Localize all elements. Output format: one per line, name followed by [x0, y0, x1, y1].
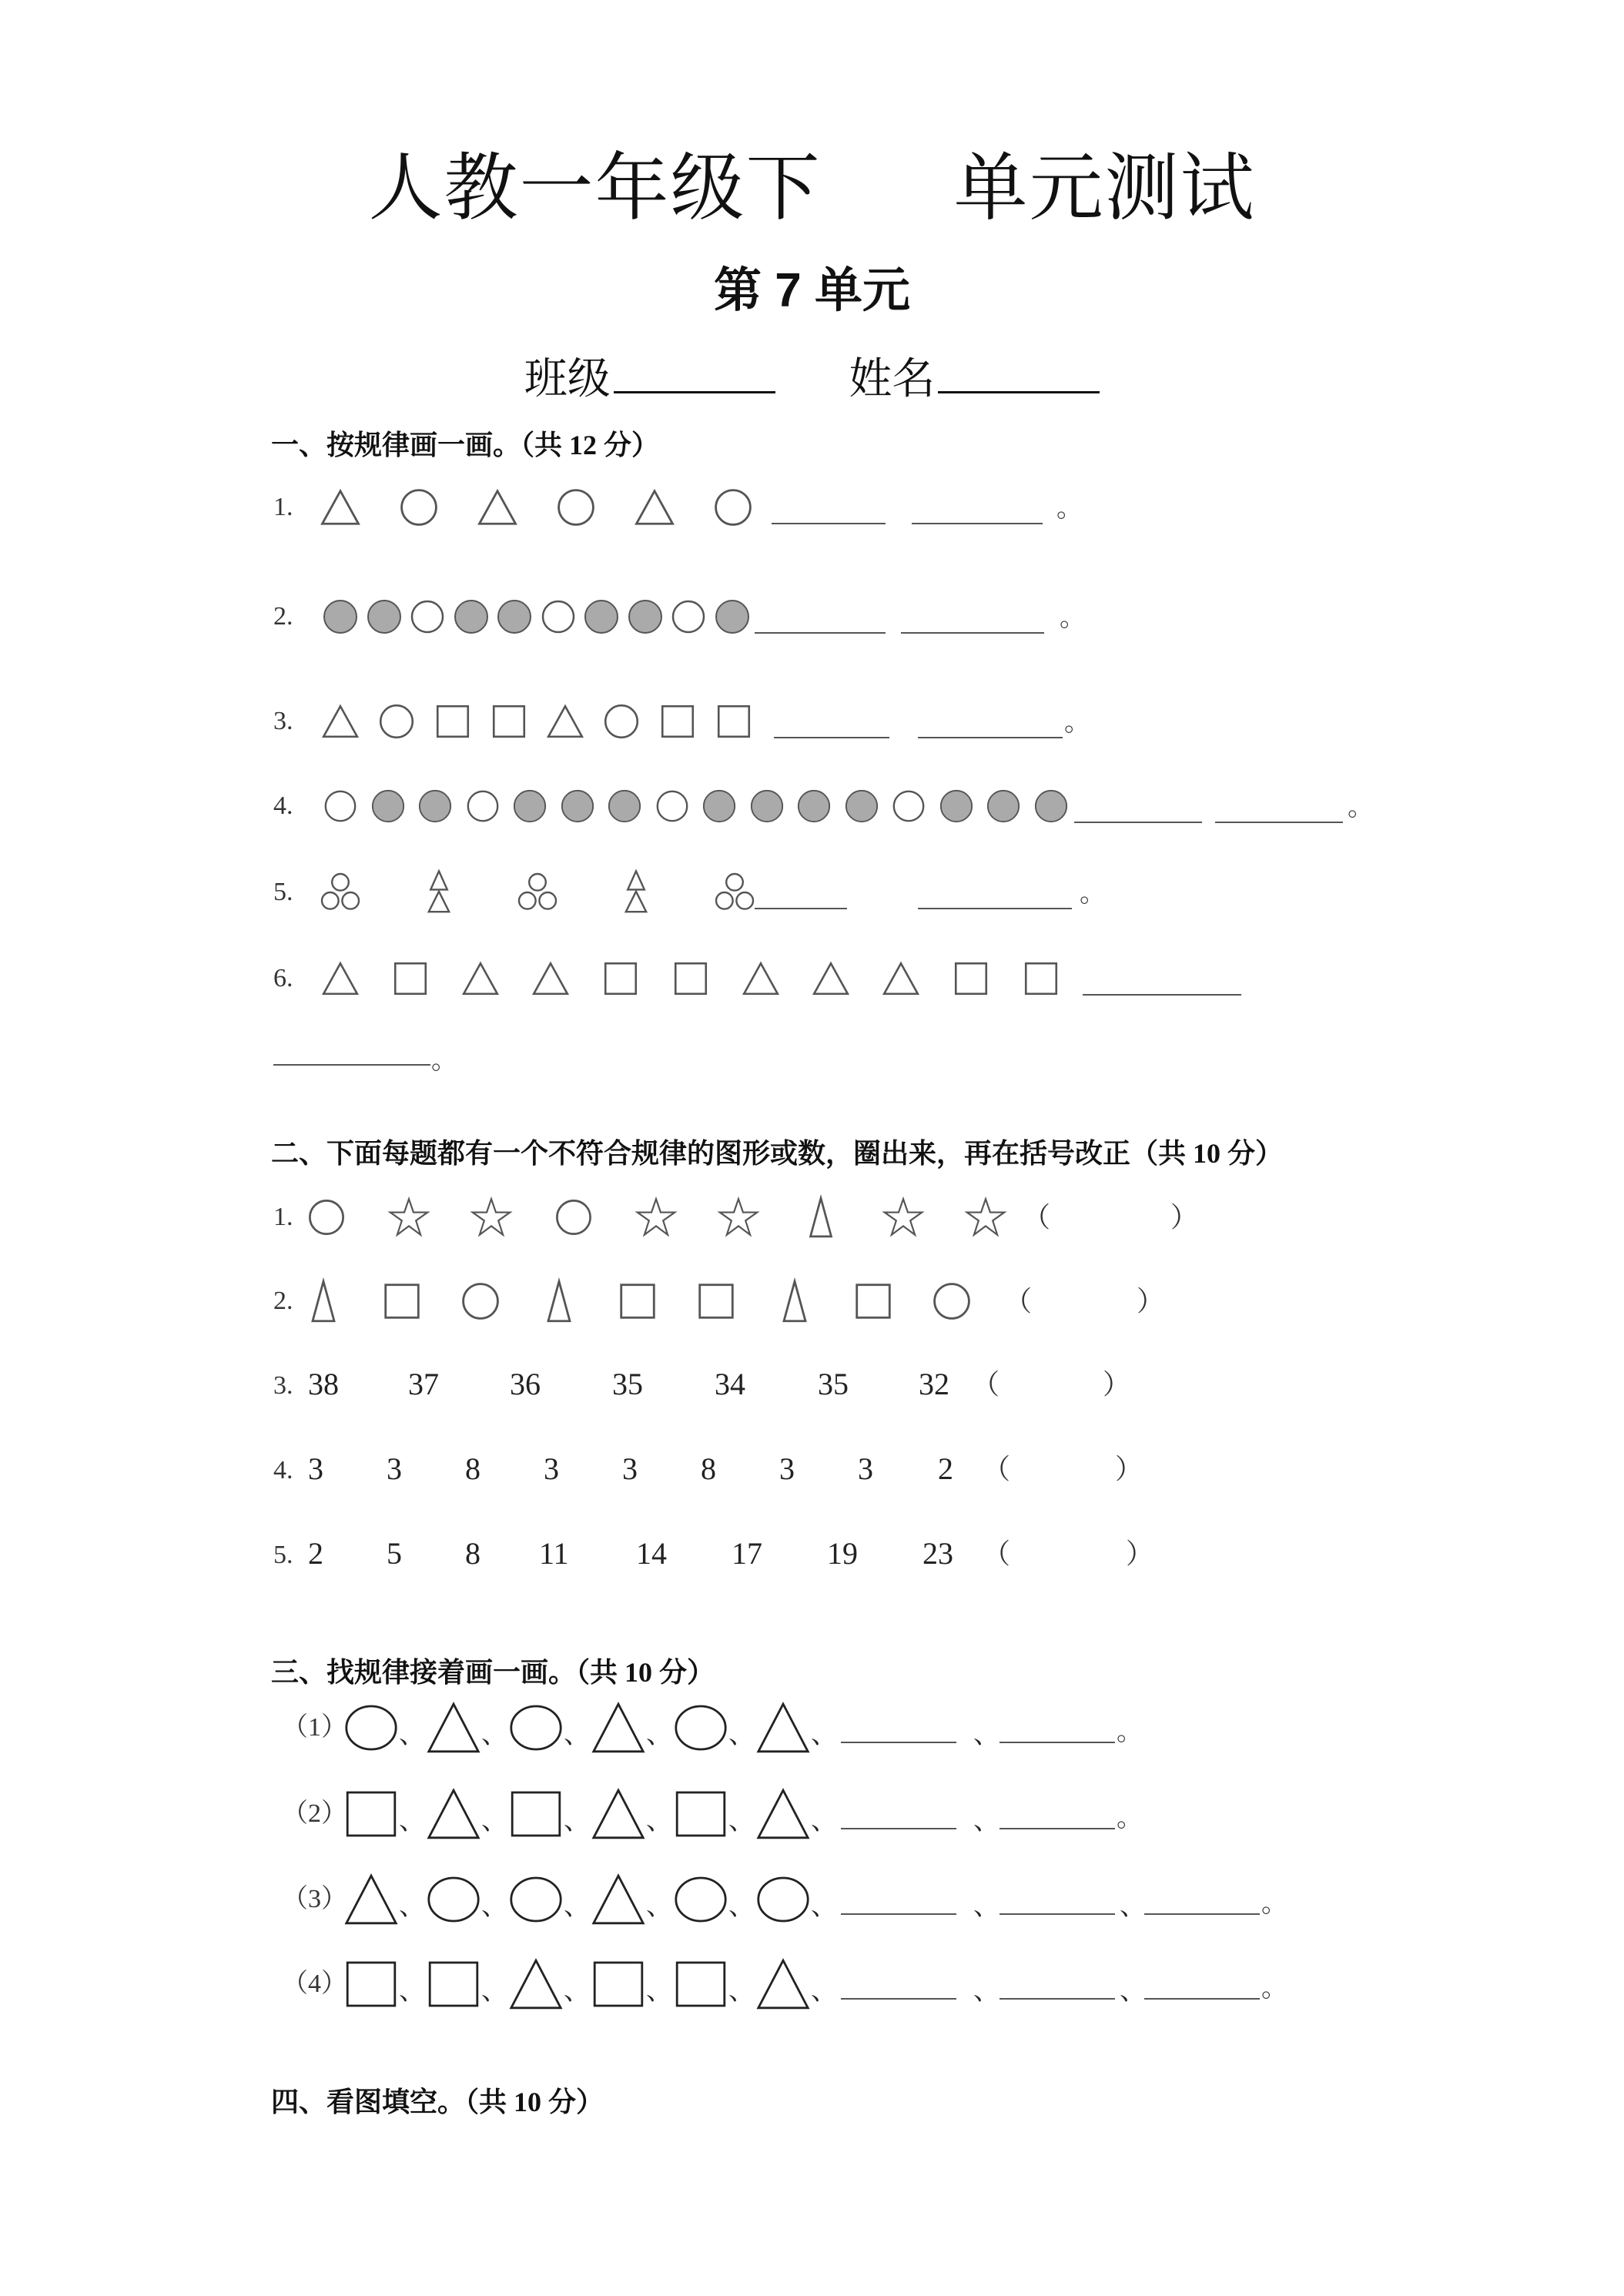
circle-icon — [890, 788, 927, 825]
question-number: 4. — [273, 1456, 293, 1484]
big-square-icon — [509, 1787, 563, 1841]
circle-icon — [554, 486, 598, 529]
answer-blank[interactable] — [918, 737, 1063, 738]
paren-close: ） — [1103, 1369, 1131, 1400]
triangle-icon — [320, 701, 360, 741]
triangle-icon — [531, 959, 571, 999]
sequence-value: 32 — [919, 1367, 949, 1401]
question-number: 4. — [273, 792, 293, 820]
class-blank[interactable] — [614, 354, 775, 393]
triangle-icon — [633, 486, 676, 529]
sequence-value: 3 — [858, 1451, 873, 1486]
answer-blank[interactable] — [772, 523, 886, 524]
question-number: （2） — [282, 1799, 347, 1828]
sequence-value: 35 — [818, 1367, 849, 1401]
circle-icon — [459, 1280, 502, 1323]
big-triangle-icon — [756, 1701, 810, 1755]
three-circles-icon — [317, 869, 363, 915]
answer-blank[interactable] — [1215, 822, 1343, 823]
answer-blank[interactable] — [1144, 1913, 1260, 1915]
circle-icon — [408, 597, 447, 636]
answer-blank[interactable] — [901, 632, 1044, 634]
big-triangle-icon — [427, 1701, 481, 1755]
triangle-icon — [319, 486, 362, 529]
separator: 、 — [728, 1721, 755, 1749]
name-label: 姓名 — [849, 354, 936, 404]
big-square-icon — [674, 1957, 728, 2011]
big-triangle-icon — [591, 1701, 645, 1755]
filled-circle-icon — [452, 597, 491, 636]
answer-blank[interactable] — [1000, 1742, 1115, 1743]
answer-blank[interactable] — [1000, 1828, 1115, 1829]
section-4-heading: 四、看图填空。（共 10 分） — [271, 2087, 604, 2118]
answer-blank[interactable] — [755, 908, 847, 909]
triangle-icon — [811, 959, 851, 999]
paren-open: （ — [983, 1538, 1011, 1569]
square-icon — [852, 1280, 895, 1323]
question-number: 2. — [273, 602, 293, 631]
square-icon — [601, 959, 641, 999]
circle-icon — [601, 701, 641, 741]
paren-open: （ — [983, 1454, 1011, 1484]
paren-close: ） — [1137, 1286, 1165, 1317]
separator: 、 — [1120, 1893, 1146, 1921]
period-mark: 。 — [1060, 604, 1086, 632]
answer-blank[interactable] — [273, 1064, 430, 1066]
sequence-value: 36 — [510, 1367, 541, 1401]
class-label: 班级 — [524, 354, 611, 404]
page-title: 人教一年级下 单元测试 — [368, 147, 1256, 229]
separator: 、 — [811, 1721, 837, 1749]
question-number: 3. — [273, 707, 293, 735]
big-triangle-icon — [591, 1873, 645, 1926]
square-icon — [616, 1280, 659, 1323]
filled-circle-icon — [511, 788, 548, 825]
paren-close: ） — [1170, 1202, 1199, 1233]
name-blank[interactable] — [938, 354, 1100, 393]
separator: 、 — [564, 1807, 590, 1836]
circle-icon — [539, 597, 578, 636]
separator: 、 — [481, 1893, 507, 1921]
answer-blank[interactable] — [841, 1742, 956, 1743]
separator: 、 — [399, 1977, 425, 2006]
sequence-value: 38 — [308, 1367, 339, 1401]
separator: 、 — [728, 1977, 755, 2006]
separator: 、 — [646, 1807, 672, 1836]
circle-icon — [654, 788, 691, 825]
three-circles-icon — [514, 869, 561, 915]
big-square-icon — [427, 1957, 481, 2011]
question-number: （1） — [282, 1713, 347, 1742]
sequence-value: 3 — [779, 1451, 795, 1486]
filled-circle-icon — [417, 788, 454, 825]
star-icon — [388, 1197, 430, 1238]
separator: 、 — [399, 1807, 425, 1836]
filled-circle-icon — [843, 788, 880, 825]
separator: 、 — [728, 1807, 755, 1836]
sequence-value: 8 — [701, 1451, 716, 1486]
sequence-value: 2 — [938, 1451, 953, 1486]
paren-open: （ — [1004, 1286, 1033, 1317]
circle-icon — [712, 486, 755, 529]
three-circles-icon — [712, 869, 758, 915]
circle-icon — [377, 701, 417, 741]
paren-open: （ — [972, 1369, 1000, 1400]
question-number: 2. — [273, 1287, 293, 1315]
question-number: 3. — [273, 1371, 293, 1400]
filled-circle-icon — [713, 597, 752, 636]
section-3-heading: 三、找规律接着画一画。（共 10 分） — [271, 1657, 715, 1689]
circle-icon — [930, 1280, 973, 1323]
big-triangle-icon — [509, 1957, 563, 2011]
ellipse-icon — [756, 1873, 810, 1926]
triangle-icon — [476, 486, 519, 529]
filled-circle-icon — [321, 597, 360, 636]
period-mark: 。 — [1056, 494, 1083, 523]
ellipse-icon — [427, 1873, 481, 1926]
sequence-value: 35 — [612, 1367, 643, 1401]
section-1-heading: 一、按规律画一画。（共 12 分） — [271, 430, 660, 461]
filled-circle-icon — [495, 597, 534, 636]
ellipse-icon — [344, 1701, 398, 1755]
period-mark: 。 — [1064, 708, 1090, 737]
period-mark: 。 — [1261, 1974, 1287, 2003]
tall-triangle-icon — [537, 1280, 581, 1323]
triangle-icon — [545, 701, 585, 741]
square-icon — [489, 701, 529, 741]
big-triangle-icon — [756, 1787, 810, 1841]
period-mark: 。 — [1080, 879, 1106, 908]
separator: 、 — [973, 1977, 1000, 2006]
sequence-value: 8 — [465, 1451, 481, 1486]
big-triangle-icon — [344, 1873, 398, 1926]
answer-blank[interactable] — [755, 632, 886, 634]
filled-circle-icon — [938, 788, 975, 825]
tall-triangle-icon — [302, 1280, 345, 1323]
separator: 、 — [811, 1807, 837, 1836]
triangle-icon — [881, 959, 921, 999]
sequence-value: 3 — [622, 1451, 638, 1486]
filled-circle-icon — [748, 788, 785, 825]
circle-icon — [306, 1197, 347, 1238]
filled-circle-icon — [365, 597, 403, 636]
sequence-value: 5 — [387, 1536, 402, 1571]
square-icon — [658, 701, 698, 741]
square-icon — [433, 701, 473, 741]
sequence-value: 34 — [715, 1367, 745, 1401]
separator: 、 — [564, 1721, 590, 1749]
square-icon — [380, 1280, 424, 1323]
star-icon — [965, 1197, 1006, 1238]
paren-close: ） — [1115, 1454, 1143, 1484]
separator: 、 — [481, 1977, 507, 2006]
big-triangle-icon — [591, 1787, 645, 1841]
big-square-icon — [591, 1957, 645, 2011]
filled-circle-icon — [606, 788, 643, 825]
answer-blank[interactable] — [1074, 822, 1202, 823]
separator: 、 — [728, 1893, 755, 1921]
square-icon — [1021, 959, 1061, 999]
sequence-value: 23 — [922, 1536, 953, 1571]
filled-circle-icon — [559, 788, 596, 825]
period-mark: 。 — [1348, 793, 1374, 822]
filled-circle-icon — [701, 788, 738, 825]
sequence-value: 17 — [732, 1536, 762, 1571]
separator: 、 — [811, 1893, 837, 1921]
square-icon — [695, 1280, 738, 1323]
sequence-value: 14 — [636, 1536, 667, 1571]
period-mark: 。 — [1261, 1889, 1287, 1918]
separator: 、 — [564, 1893, 590, 1921]
paren-open: （ — [1023, 1202, 1051, 1233]
circle-icon — [464, 788, 501, 825]
star-icon — [470, 1197, 512, 1238]
square-icon — [390, 959, 430, 999]
tall-triangle-icon — [800, 1197, 842, 1238]
separator: 、 — [646, 1893, 672, 1921]
sequence-value: 8 — [465, 1536, 481, 1571]
triangle-icon — [741, 959, 781, 999]
separator: 、 — [973, 1893, 1000, 1921]
answer-blank[interactable] — [841, 1998, 956, 2000]
filled-circle-icon — [370, 788, 407, 825]
ellipse-icon — [509, 1701, 563, 1755]
answer-blank[interactable] — [1000, 1913, 1115, 1915]
triangle-icon — [320, 959, 360, 999]
answer-blank[interactable] — [918, 908, 1072, 909]
question-number: （3） — [282, 1885, 347, 1913]
sequence-value: 3 — [387, 1451, 402, 1486]
separator: 、 — [973, 1807, 1000, 1836]
separator: 、 — [1120, 1977, 1146, 2006]
period-mark: 。 — [1117, 1718, 1143, 1746]
separator: 、 — [481, 1721, 507, 1749]
circle-icon — [553, 1197, 594, 1238]
filled-circle-icon — [985, 788, 1022, 825]
star-icon — [718, 1197, 759, 1238]
sequence-value: 3 — [544, 1451, 559, 1486]
big-triangle-icon — [427, 1787, 481, 1841]
sequence-value: 2 — [308, 1536, 323, 1571]
answer-blank[interactable] — [912, 523, 1043, 524]
ellipse-icon — [509, 1873, 563, 1926]
question-number: 5. — [273, 878, 293, 906]
circle-icon — [322, 788, 359, 825]
triangle-icon — [460, 959, 501, 999]
answer-blank[interactable] — [841, 1913, 956, 1915]
question-number: 5. — [273, 1541, 293, 1569]
star-icon — [635, 1197, 677, 1238]
question-number: 1. — [273, 493, 293, 521]
square-icon — [951, 959, 991, 999]
stacked-triangles-icon — [416, 869, 462, 915]
stacked-triangles-icon — [613, 869, 659, 915]
sequence-value: 37 — [408, 1367, 439, 1401]
answer-blank[interactable] — [1144, 1998, 1260, 2000]
sequence-value: 3 — [308, 1451, 323, 1486]
circle-icon — [397, 486, 440, 529]
question-number: 6. — [273, 964, 293, 992]
period-mark: 。 — [1117, 1804, 1143, 1832]
unit-subtitle: 第 7 单元 — [714, 264, 910, 317]
answer-blank[interactable] — [841, 1828, 956, 1829]
separator: 、 — [646, 1721, 672, 1749]
period-mark: 。 — [431, 1046, 457, 1075]
ellipse-icon — [674, 1873, 728, 1926]
big-triangle-icon — [756, 1957, 810, 2011]
big-square-icon — [344, 1787, 398, 1841]
answer-blank[interactable] — [1000, 1998, 1115, 2000]
filled-circle-icon — [626, 597, 665, 636]
separator: 、 — [399, 1893, 425, 1921]
student-info — [0, 353, 1624, 407]
big-square-icon — [674, 1787, 728, 1841]
answer-blank[interactable] — [1083, 994, 1241, 996]
circle-icon — [669, 597, 708, 636]
filled-circle-icon — [582, 597, 621, 636]
tall-triangle-icon — [773, 1280, 816, 1323]
sequence-value: 19 — [827, 1536, 858, 1571]
sequence-value: 11 — [539, 1536, 569, 1571]
paren-close: ） — [1126, 1538, 1154, 1569]
separator: 、 — [973, 1721, 1000, 1749]
ellipse-icon — [674, 1701, 728, 1755]
separator: 、 — [646, 1977, 672, 2006]
square-icon — [671, 959, 711, 999]
answer-blank[interactable] — [774, 737, 889, 738]
separator: 、 — [399, 1721, 425, 1749]
separator: 、 — [481, 1807, 507, 1836]
separator: 、 — [811, 1977, 837, 2006]
big-square-icon — [344, 1957, 398, 2011]
star-icon — [882, 1197, 924, 1238]
filled-circle-icon — [795, 788, 832, 825]
separator: 、 — [564, 1977, 590, 2006]
question-number: 1. — [273, 1203, 293, 1231]
filled-circle-icon — [1033, 788, 1070, 825]
square-icon — [714, 701, 754, 741]
section-2-heading: 二、下面每题都有一个不符合规律的图形或数，圈出来，再在括号改正（共 10 分） — [271, 1138, 1284, 1170]
question-number: （4） — [282, 1970, 347, 1998]
